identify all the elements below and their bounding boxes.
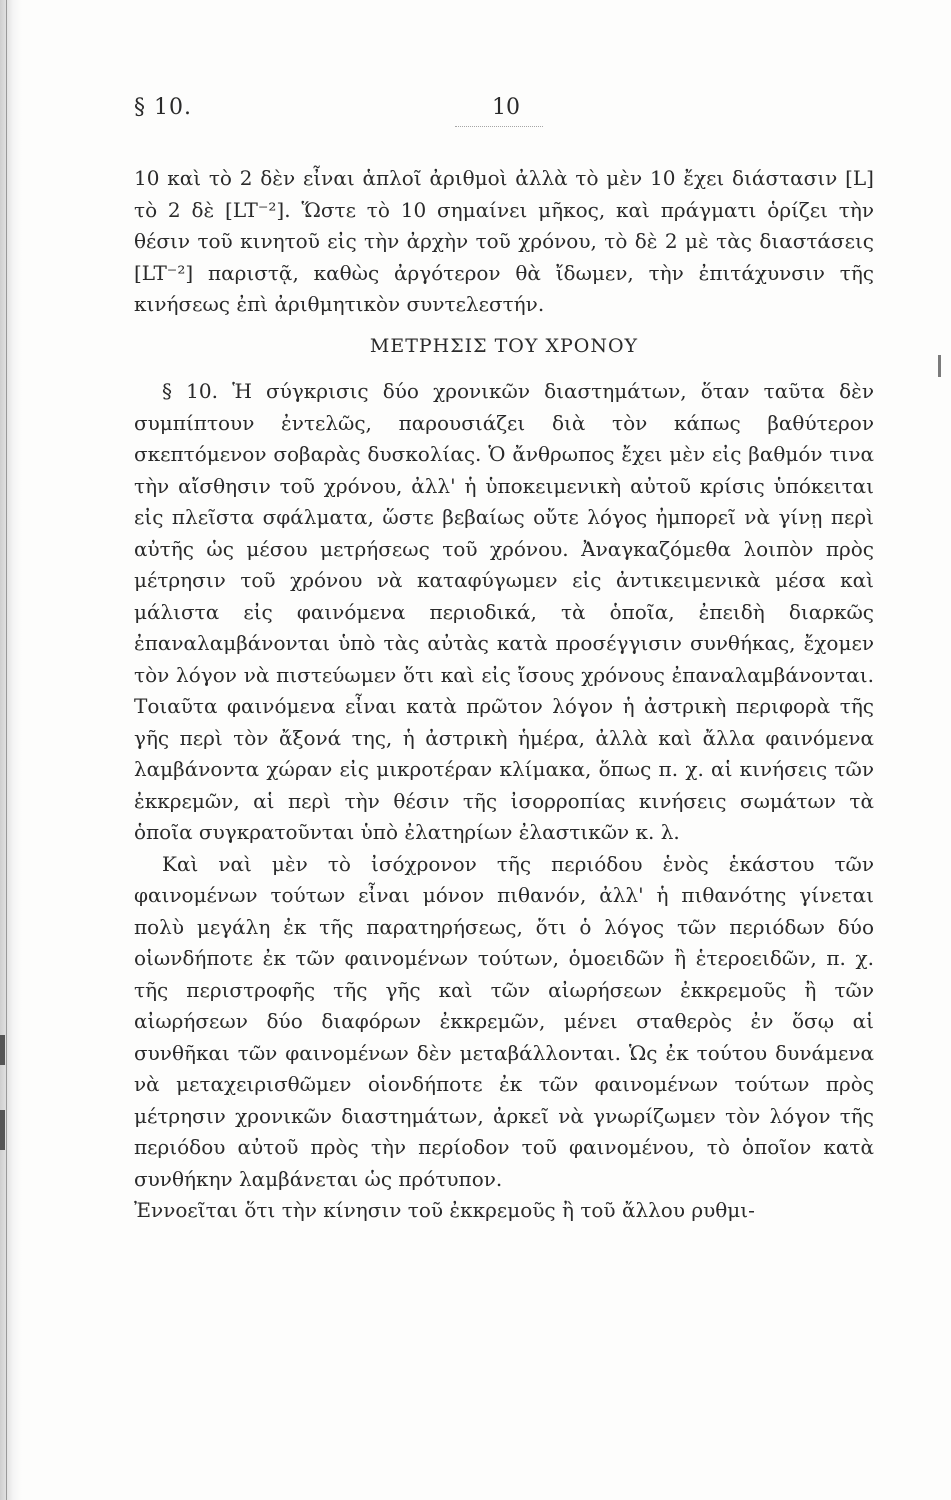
margin-mark: [0, 1110, 5, 1150]
paragraph-2: Καὶ ναὶ μὲν τὸ ἰσόχρονον τῆς περιόδου ἑνὸς ἑκάστου τῶν φαινομένων τούτων εἶναι μόνον πιθανόν, ἀλλ' ἡ πιθανότης γίνεται πολὺ μεγάλη ἐκ τῆς παρατηρήσεως, ὅτι ὁ λόγος τῶν περιόδων δύο οἱωνδήποτε ἐκ τῶν φαινομένων τούτων, ὁμοειδῶν ἢ ἑτεροειδῶν, π. χ. τῆς περιστροφῆς τῆς γῆς καὶ τῶν αἰωρήσεων ἐκκρεμοῦς ἢ τῶν αἰωρήσεων δύο διαφόρων ἐκκρεμῶν, μένει σταθερὸς ἐν ὅσῳ αἱ συνθῆκαι τῶν φαινομένων δὲν μεταβάλλονται. Ὡς ἐκ τούτου δυνάμενα νὰ μεταχειρισθῶμεν οἱονδήποτε ἐκ τῶν φαινομένων τούτων πρὸς μέτρησιν χρονικῶν διαστημάτων, ἀρκεῖ νὰ γνωρίζωμεν τὸν λόγον τῆς περιόδου αὐτοῦ πρὸς τὴν περίοδον τοῦ φαινομένου, τὸ ὁποῖον κατὰ συνθήκην λαμβάνεται ὡς πρότυπον.: [134, 851, 874, 1191]
page-body: [134, 163, 874, 1227]
margin-mark: [0, 1035, 5, 1065]
paragraph-3: Ἐννοεῖται ὅτι τὴν κίνησιν τοῦ ἐκκρεμοῦς ἢ τοῦ ἄλλου ρυθμι-: [134, 1198, 755, 1222]
paragraph-intro: 10 καὶ τὸ 2 δὲν εἶναι ἁπλοῖ ἀριθμοὶ ἀλλὰ τὸ μὲν 10 ἔχει διάστασιν [L] τὸ 2 δὲ [LT⁻²]. Ὥστε τὸ 10 σημαίνει μῆκος, καὶ πράγματι ὁρίζει τὴν θέσιν τοῦ κινητοῦ εἰς τὴν ἀρχὴν τοῦ χρόνου, τὸ δὲ 2 μὲ τὰς διαστάσεις [LT⁻²] παριστᾷ, καθὼς ἀργότερον θὰ ἴδωμεν, τὴν ἐπιτάχυνσιν τῆς κινήσεως ἐπὶ ἀριθμητικὸν συντελεστήν.: [134, 166, 874, 316]
margin-mark: [938, 355, 941, 377]
running-header: [134, 95, 874, 125]
header-ornament: [455, 126, 543, 128]
page-number: 10: [492, 95, 520, 120]
page-edge-rule: [6, 0, 7, 1500]
section-heading: ΜΕΤΡΗΣΙΣ ΤΟΥ ΧΡΟΝΟΥ: [369, 334, 639, 357]
paragraph-section-10: § 10. Ἡ σύγκρισις δύο χρονικῶν διαστημάτων, ὅταν ταῦτα δὲν συμπίπτουν ἐντελῶς, παρουσιάζει διὰ τὸν κάπως βαθύτερον σκεπτόμενον σοβαρὰς δυσκολίας. Ὁ ἄνθρωπος ἔχει μὲν εἰς βαθμόν τινα τὴν αἴσθησιν τοῦ χρόνου, ἀλλ' ἡ ὑποκειμενικὴ αὐτοῦ κρίσις ὑπόκειται εἰς πλεῖστα σφάλματα, ὥστε βεβαίως οὔτε λόγος ἠμπορεῖ νὰ γίνῃ περὶ αὐτῆς ὡς μέσου μετρήσεως τοῦ χρόνου. Ἀναγκαζόμεθα λοιπὸν πρὸς μέτρησιν τοῦ χρόνου νὰ καταφύγωμεν εἰς ἀντικειμενικὰ μέσα καὶ μάλιστα εἰς φαινόμενα περιοδικά, τὰ ὁποῖα, ἐπειδὴ διαρκῶς ἐπαναλαμβάνονται ὑπὸ τὰς αὐτὰς κατὰ προσέγγισιν συνθήκας, ἔχομεν τὸν λόγον νὰ πιστεύωμεν ὅτι καὶ εἰς ἴσους χρόνους ἐπαναλαμβάνονται. Τοιαῦτα φαινόμενα εἶναι κατὰ πρῶτον λόγον ἡ ἀστρικὴ περιφορὰ τῆς γῆς περὶ τὸν ἄξονά της, ἡ ἀστρικὴ ἡμέρα, ἀλλὰ καὶ ἄλλα φαινόμενα λαμβάνοντα χώραν εἰς μικροτέραν κλίμακα, ὅπως π. χ. αἱ κινήσεις τῶν ἐκκρεμῶν, αἱ περὶ τὴν θέσιν τῆς ἰσορροπίας κινήσεις σωμάτων τὰ ὁποῖα συγκρατοῦνται ὑπὸ ἐλατηρίων ἐλαστικῶν κ. λ.: [134, 379, 874, 844]
binding-shadow: [0, 0, 22, 1500]
section-reference: § 10.: [134, 95, 192, 120]
